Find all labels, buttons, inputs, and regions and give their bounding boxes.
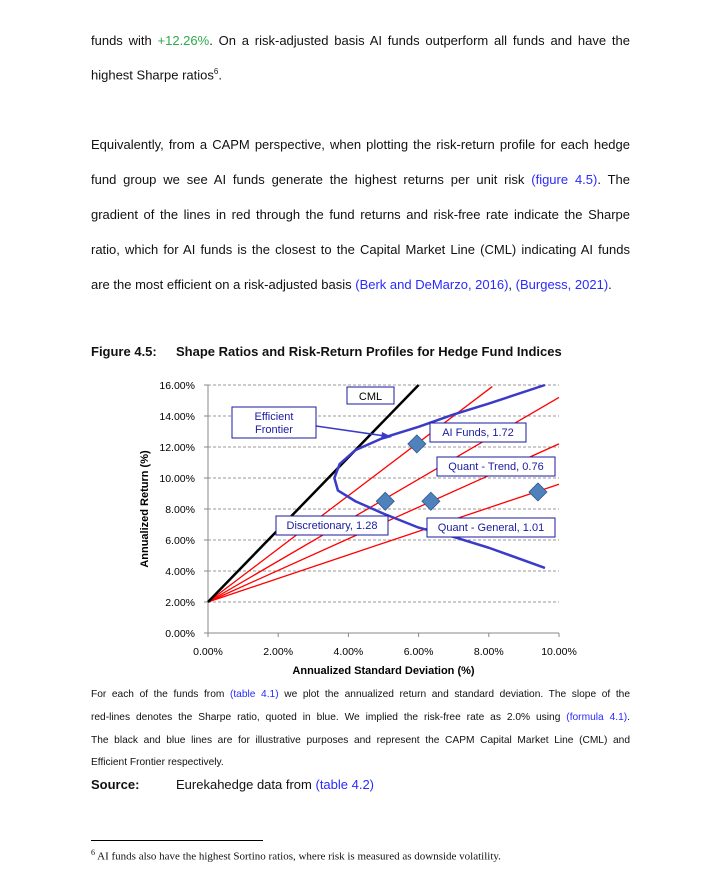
y-tick-label: 10.00% [159,473,195,485]
y-tick-label: 2.00% [165,597,195,609]
text-line [91,242,630,257]
y-tick-label: 4.00% [165,566,195,578]
text-line [91,33,630,48]
citation-link[interactable]: (Berk and DeMarzo, 2016) [355,277,509,292]
sharpe-label: AI Funds, 1.72 [442,427,514,439]
text-segment: funds with [91,33,158,48]
sharpe-label: Discretionary, 1.28 [286,520,378,532]
sharpe-label: Quant - Trend, 0.76 [448,461,544,473]
text-segment: fund group we see AI funds generate the highest returns per unit risk [91,172,532,187]
text-line [91,207,630,222]
x-tick-label: 6.00% [403,646,434,658]
sharpe-label: Quant - General, 1.01 [437,522,545,534]
source-text [176,777,374,792]
caption-line [91,712,630,723]
footnote-number: 6 [91,848,95,857]
cml-label: CML [358,391,383,403]
data-point [422,492,440,510]
text-segment: we plot the annualized return and standard deviation. The slope of the [278,689,631,700]
text-segment: gradient of the lines in red through the fund returns and risk-free rate indicate the Sharpe [91,207,630,222]
footnote [91,848,501,863]
text-segment: ratio, which for AI funds is the closest to the Capital Market Line (CML) indicating AI funds [91,242,630,257]
sharpe-ratio-chart [130,375,580,680]
text-segment: Equivalently, from a CAPM perspective, when plotting the risk-return profile for each hedge [91,137,630,152]
caption-line [91,757,630,768]
x-tick-label: 4.00% [333,646,364,658]
x-axis-label: Annualized Standard Deviation (%) [292,665,475,677]
text-segment: , [508,277,516,292]
text-segment: Efficient Frontier respectively. [91,757,224,768]
data-point [529,483,547,501]
frontier-label: Efficient [254,411,294,423]
citation-link[interactable]: (formula 4.1) [566,712,628,723]
text-segment: For each of the funds from [91,689,230,700]
y-tick-label: 14.00% [159,411,195,423]
citation-link[interactable]: (figure 4.5) [531,172,598,187]
text-segment: are the most efficient on a risk-adjusted basis [91,277,356,292]
text-line [91,277,630,292]
x-tick-label: 8.00% [473,646,504,658]
figure-title: Shape Ratios and Risk-Return Profiles for Hedge Fund Indices [176,344,562,359]
data-point [408,435,426,453]
y-tick-label: 12.00% [159,442,195,454]
x-tick-label: 0.00% [193,646,223,658]
x-tick-label: 2.00% [263,646,294,658]
frontier-label: Frontier [255,424,293,436]
figure-number: Figure 4.5: [91,344,157,359]
text-segment: . [627,712,630,723]
x-tick-label: 10.00% [541,646,577,658]
text-segment: The black and blue lines are for illustrative purposes and represent the CAPM Capital Market Line (CML) and [91,735,630,746]
source-body: Eurekahedge data from [176,777,316,792]
text-segment: +12.26% [157,33,210,48]
y-tick-label: 6.00% [165,535,195,547]
text-line [91,137,630,152]
text-segment: highest Sharpe ratios [91,67,214,83]
caption-line [91,689,630,700]
citation-link[interactable]: (Burgess, 2021) [515,277,609,292]
y-tick-label: 16.00% [159,380,195,392]
footnote-text: AI funds also have the highest Sortino ratios, where risk is measured as downside volatility. [97,850,501,863]
footnote-rule [91,840,263,841]
text-line [91,172,630,187]
y-axis-label: Annualized Return (%) [139,450,151,568]
caption-line [91,735,630,746]
text-segment: red-lines denotes the Sharpe ratio, quoted in blue. We implied the risk-free rate as 2.0% using [91,712,567,723]
y-tick-label: 0.00% [165,628,195,640]
source-label: Source: [91,777,140,792]
text-segment: . On a risk-adjusted basis AI funds outperform all funds and have the [209,33,630,48]
text-segment: . [608,277,612,292]
source-link[interactable]: (table 4.2) [315,777,375,792]
text-line [91,67,630,82]
text-segment: 6 [213,67,219,76]
text-segment: . [218,67,222,83]
text-segment: . The [597,172,630,187]
y-tick-label: 8.00% [165,504,195,516]
citation-link[interactable]: (table 4.1) [229,689,279,700]
